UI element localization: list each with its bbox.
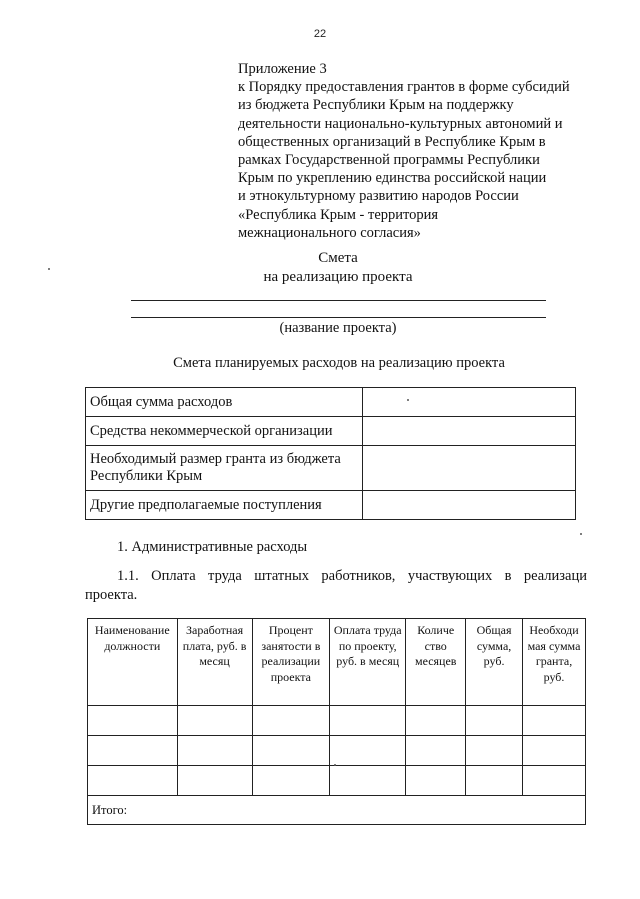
table-cell — [252, 736, 330, 766]
column-header: Оплата труда по проекту, руб. в месяц — [330, 619, 406, 706]
summary-label: Общая сумма расходов — [86, 388, 363, 417]
table-cell — [88, 736, 178, 766]
column-header: Заработная плата, руб. в месяц — [177, 619, 252, 706]
table-cell — [177, 736, 252, 766]
scan-speck — [48, 268, 50, 270]
summary-label: Другие предполагаемые поступления — [86, 491, 363, 520]
appendix-line: деятельности национально-культурных автономий и — [238, 115, 563, 132]
scan-speck — [407, 399, 409, 401]
table-cell — [252, 706, 330, 736]
table-cell — [406, 706, 466, 736]
appendix-line: Приложение 3 — [238, 61, 327, 77]
project-name-caption: (название проекта) — [279, 320, 397, 336]
salary-table — [87, 618, 586, 825]
summary-value-cell — [363, 491, 576, 520]
subsection-paragraph — [85, 567, 587, 605]
summary-row — [86, 417, 576, 446]
column-header: Необходи мая сумма гранта, руб. — [523, 619, 586, 706]
summary-table — [85, 387, 576, 520]
summary-label: Средства некоммерческой организации — [86, 417, 363, 446]
summary-value-cell — [363, 417, 576, 446]
table-cell — [523, 766, 586, 796]
scan-speck — [334, 764, 336, 766]
table-cell — [466, 706, 523, 736]
table-cell — [466, 766, 523, 796]
salary-header-row — [88, 619, 586, 706]
table-row — [88, 706, 586, 736]
table-cell — [330, 736, 406, 766]
table-cell — [523, 706, 586, 736]
table-row — [88, 736, 586, 766]
table-cell — [406, 766, 466, 796]
table-cell — [330, 706, 406, 736]
appendix-header — [238, 60, 598, 242]
table-row — [88, 766, 586, 796]
table-cell — [406, 736, 466, 766]
column-header: Наименование должности — [88, 619, 178, 706]
total-label: Итого: — [88, 796, 586, 825]
column-header: Общая сумма, руб. — [466, 619, 523, 706]
table-cell — [177, 706, 252, 736]
column-header: Процент занятости в реализации проекта — [252, 619, 330, 706]
appendix-line: межнационального согласия» — [238, 224, 421, 241]
paragraph-line: 1.1. Оплата труда штатных работников, участвующих в реализаци — [117, 568, 587, 584]
column-header: Количе ство месяцев — [406, 619, 466, 706]
summary-value-cell — [363, 388, 576, 417]
appendix-line: к Порядку предоставления грантов в форме субсидий — [238, 79, 570, 96]
appendix-line: общественных организаций в Республике Крым в — [238, 133, 546, 150]
scan-speck — [580, 533, 582, 535]
section-heading: 1. Административные расходы — [117, 539, 308, 555]
table-cell — [252, 766, 330, 796]
summary-value-cell — [363, 446, 576, 491]
document-subtitle: на реализацию проекта — [263, 269, 413, 285]
summary-row — [86, 388, 576, 417]
summary-label: Необходимый размер гранта из бюджета Республики Крым — [86, 446, 363, 491]
table-cell — [466, 736, 523, 766]
paragraph-line: проекта. — [85, 587, 138, 603]
total-row — [88, 796, 586, 825]
page-number: 22 — [313, 28, 327, 40]
project-name-line — [131, 317, 546, 318]
appendix-line: и этнокультурному развитию народов России — [238, 188, 519, 205]
appendix-line: «Республика Крым - территория — [238, 206, 439, 223]
table-cell — [88, 766, 178, 796]
summary-row — [86, 446, 576, 491]
document-title: Смета — [318, 250, 358, 266]
appendix-line: из бюджета Республики Крым на поддержку — [238, 97, 514, 114]
appendix-line: рамках Государственной программы Республики — [238, 152, 540, 169]
project-name-line — [131, 300, 546, 301]
table-cell — [523, 736, 586, 766]
appendix-line: Крым по укреплению единства российской нации — [238, 170, 547, 187]
table-cell — [330, 766, 406, 796]
table-cell — [177, 766, 252, 796]
summary-row — [86, 491, 576, 520]
estimate-title: Смета планируемых расходов на реализацию проекта — [173, 355, 505, 371]
table-cell — [88, 706, 178, 736]
